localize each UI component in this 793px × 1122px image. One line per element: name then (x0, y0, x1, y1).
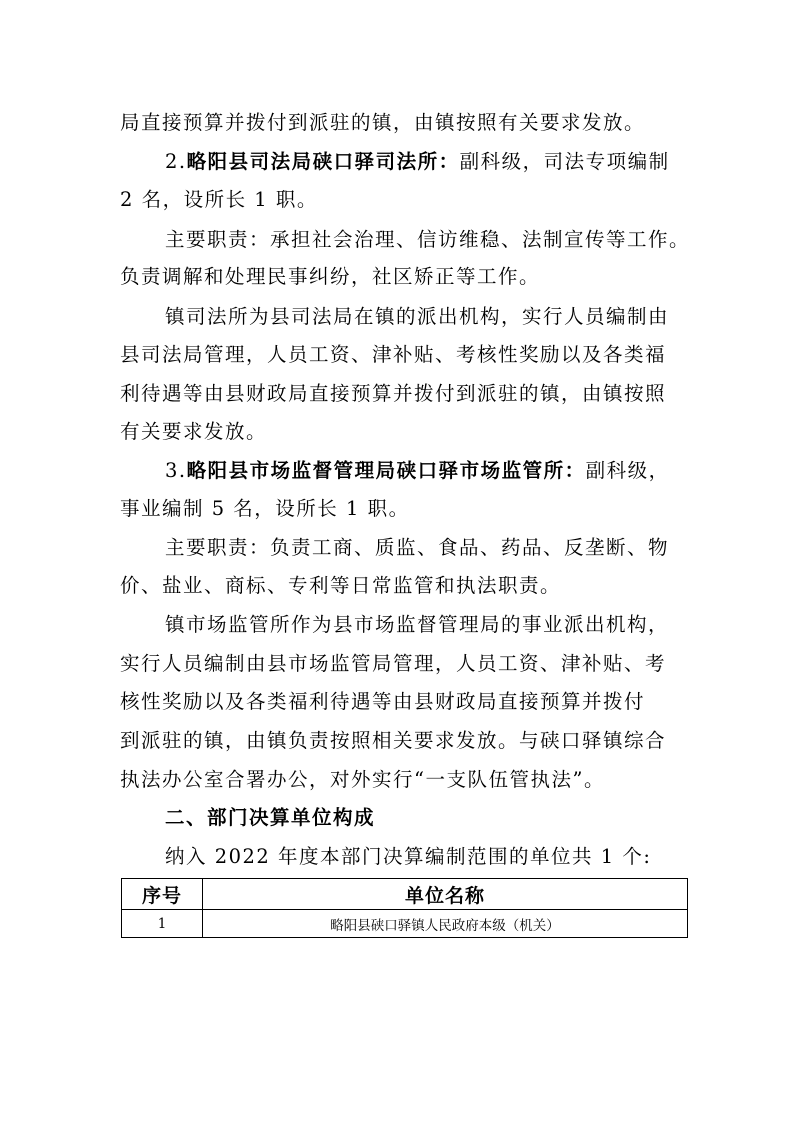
paragraph-line: 2 名，设所长 1 职。 (120, 188, 318, 211)
section-heading: 二、部门决算单位构成 (165, 806, 376, 829)
paragraph-line: 镇司法所为县司法局在镇的派出机构，实行人员编制由 (165, 305, 670, 328)
subsection-desc: 副科级， (585, 459, 670, 482)
table-header-row (122, 879, 688, 910)
header-seq: 序号 (122, 879, 203, 910)
paragraph-line: 价、盐业、商标、专利等日常监管和执法职责。 (120, 574, 562, 597)
paragraph-line: 主要职责：负责工商、质监、食品、药品、反垄断、物 (165, 536, 670, 559)
paragraph-line: 执法办公室合署办公，对外实行“一支队伍管执法”。 (120, 768, 605, 791)
subsection-2-title (165, 150, 670, 174)
paragraph-line: 事业编制 5 名，设所长 1 职。 (120, 497, 410, 520)
subsection-3-title (165, 459, 670, 483)
cell-seq: 1 (122, 910, 203, 938)
subsection-desc: 副科级，司法专项编制 (459, 150, 670, 173)
paragraph-line: 利待遇等由县财政局直接预算并拨付到派驻的镇，由镇按照 (120, 382, 667, 405)
unit-table (121, 878, 688, 938)
paragraph-line: 局直接预算并拨付到派驻的镇，由镇按照有关要求发放。 (120, 111, 646, 134)
subsection-number: 3. (165, 459, 187, 482)
paragraph-line: 镇市场监管所作为县市场监督管理局的事业派出机构， (165, 613, 670, 636)
paragraph-line: 核性奖励以及各类福利待遇等由县财政局直接预算并拨付 (120, 690, 646, 713)
paragraph-line: 到派驻的镇，由镇负责按照相关要求发放。与硖口驿镇综合 (120, 729, 667, 752)
subsection-name: 略阳县司法局硖口驿司法所： (186, 150, 460, 173)
subsection-number: 2. (165, 150, 187, 173)
cell-unit-name: 略阳县硖口驿镇人民政府本级（机关） (203, 910, 688, 938)
paragraph-line: 有关要求发放。 (120, 420, 268, 443)
paragraph-line: 负责调解和处理民事纠纷，社区矫正等工作。 (120, 265, 541, 288)
paragraph-line: 主要职责：承担社会治理、信访维稳、法制宣传等工作。 (165, 228, 691, 251)
subsection-name: 略阳县市场监督管理局硖口驿市场监管所： (186, 459, 586, 482)
table-intro: 纳入 2022 年度本部门决算编制范围的单位共 1 个: (165, 845, 652, 868)
header-unit-name: 单位名称 (203, 879, 688, 910)
table-row (122, 910, 688, 938)
paragraph-line: 实行人员编制由县市场监管局管理，人员工资、津补贴、考 (120, 652, 667, 675)
paragraph-line: 县司法局管理，人员工资、津补贴、考核性奖励以及各类福 (120, 343, 667, 366)
